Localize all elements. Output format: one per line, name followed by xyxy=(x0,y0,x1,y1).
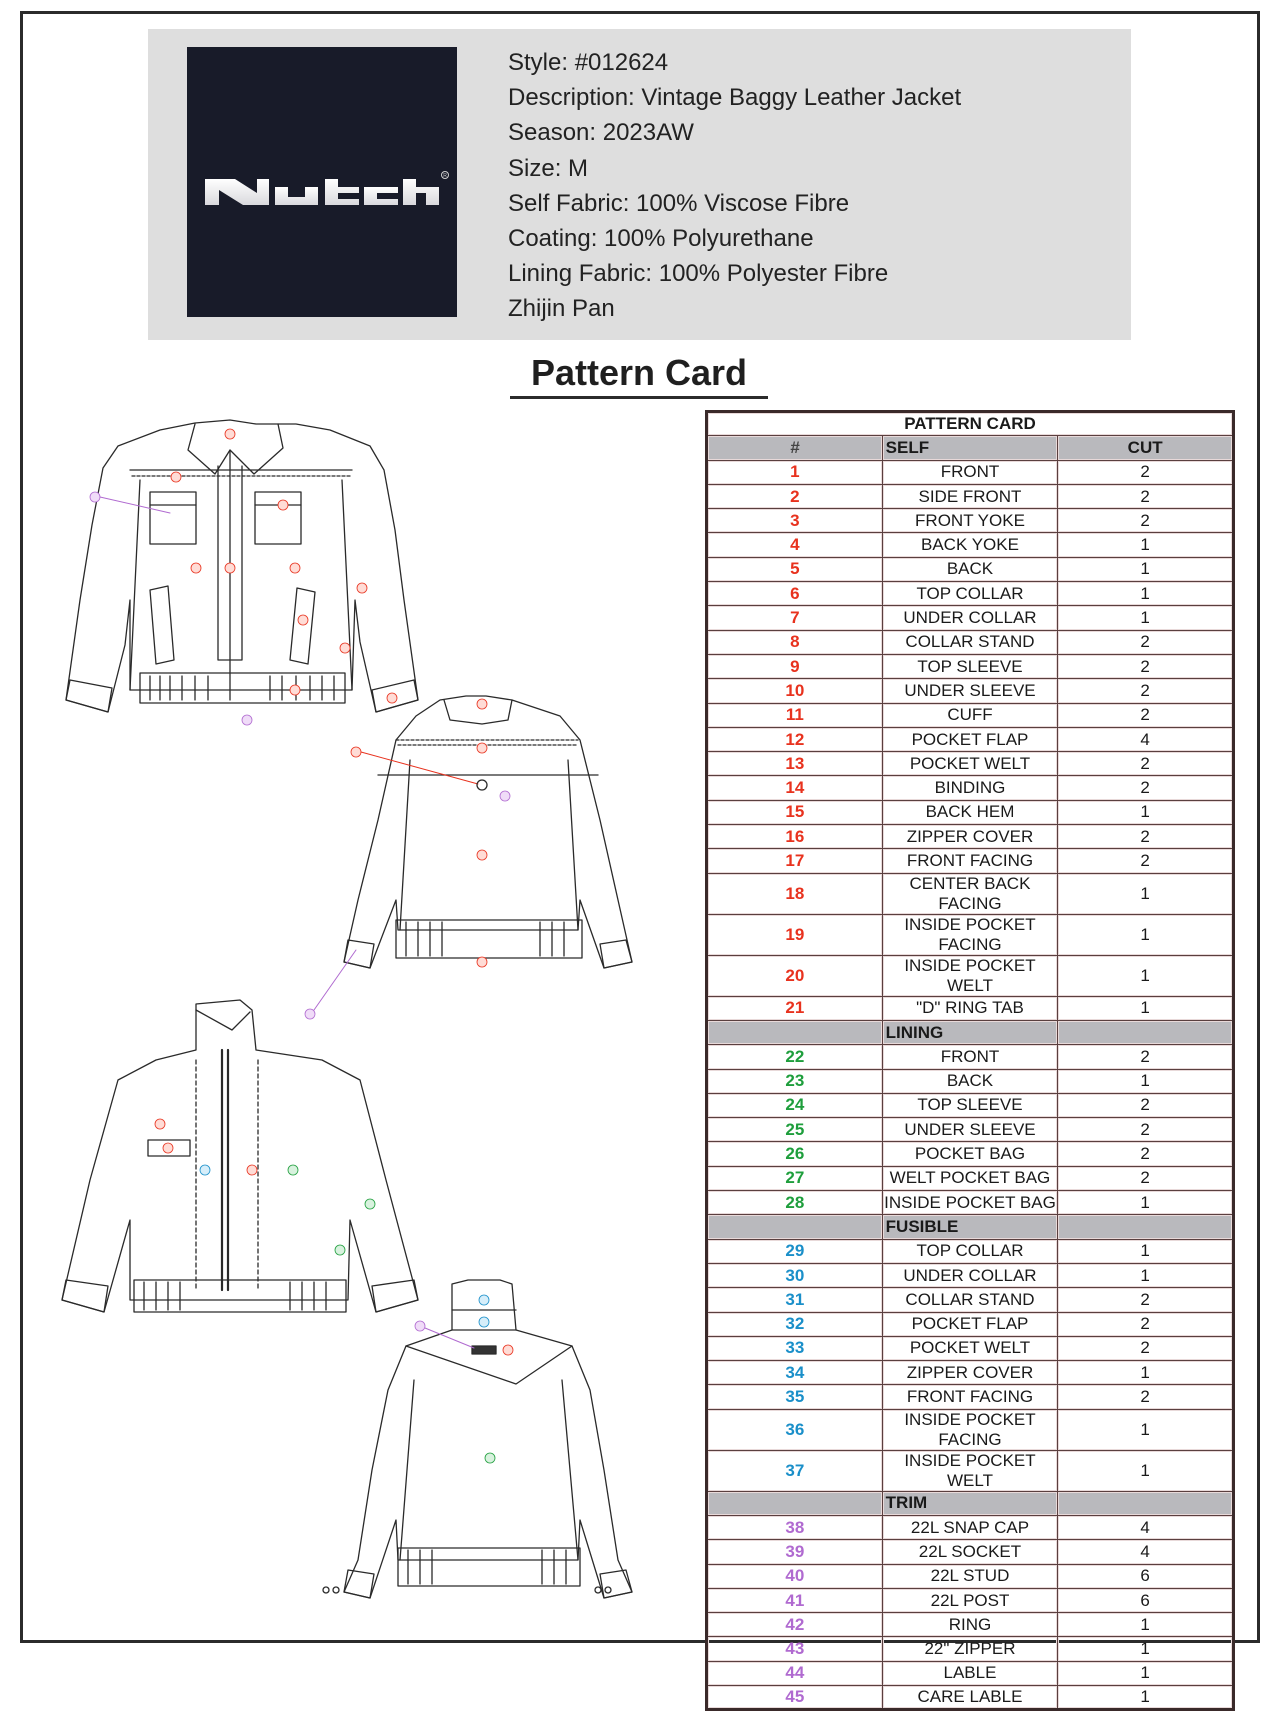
row-piece-name: COLLAR STAND xyxy=(882,630,1058,654)
row-cut-count: 1 xyxy=(1058,1637,1234,1661)
row-number: 22 xyxy=(707,1045,883,1069)
row-piece-name: FRONT YOKE xyxy=(882,509,1058,533)
table-row xyxy=(707,1409,1234,1450)
row-number: 26 xyxy=(707,1142,883,1166)
row-cut-count: 2 xyxy=(1058,679,1234,703)
row-cut-count: 2 xyxy=(1058,1288,1234,1312)
row-cut-count: 2 xyxy=(1058,654,1234,678)
table-row xyxy=(707,1613,1234,1637)
row-cut-count: 2 xyxy=(1058,849,1234,873)
row-cut-count: 2 xyxy=(1058,1093,1234,1117)
table-row xyxy=(707,1686,1234,1710)
table-row xyxy=(707,1564,1234,1588)
row-cut-count: 2 xyxy=(1058,630,1234,654)
row-piece-name: FRONT xyxy=(882,1045,1058,1069)
section-spacer xyxy=(1058,1020,1234,1044)
table-row xyxy=(707,849,1234,873)
row-number: 39 xyxy=(707,1540,883,1564)
row-cut-count: 1 xyxy=(1058,996,1234,1020)
row-piece-name: ZIPPER COVER xyxy=(882,1361,1058,1385)
row-cut-count: 1 xyxy=(1058,1409,1234,1450)
row-piece-name: 22L POST xyxy=(882,1588,1058,1612)
row-piece-name: POCKET FLAP xyxy=(882,1312,1058,1336)
row-piece-name: POCKET FLAP xyxy=(882,727,1058,751)
row-cut-count: 2 xyxy=(1058,1385,1234,1409)
table-row xyxy=(707,1540,1234,1564)
row-number: 18 xyxy=(707,873,883,914)
row-number: 2 xyxy=(707,484,883,508)
row-cut-count: 1 xyxy=(1058,1613,1234,1637)
table-row xyxy=(707,800,1234,824)
row-piece-name: BACK xyxy=(882,557,1058,581)
row-number: 5 xyxy=(707,557,883,581)
row-piece-name: ZIPPER COVER xyxy=(882,825,1058,849)
row-cut-count: 2 xyxy=(1058,1045,1234,1069)
table-row xyxy=(707,1118,1234,1142)
table-row xyxy=(707,1361,1234,1385)
row-piece-name: FRONT xyxy=(882,460,1058,484)
table-row xyxy=(707,1142,1234,1166)
section-label: FUSIBLE xyxy=(882,1215,1058,1239)
row-piece-name: "D" RING TAB xyxy=(882,996,1058,1020)
row-number: 38 xyxy=(707,1515,883,1539)
row-piece-name: COLLAR STAND xyxy=(882,1288,1058,1312)
row-cut-count: 2 xyxy=(1058,509,1234,533)
row-number: 28 xyxy=(707,1191,883,1215)
table-row xyxy=(707,825,1234,849)
section-label: SELF xyxy=(882,436,1058,460)
row-number: 34 xyxy=(707,1361,883,1385)
section-header-row xyxy=(707,436,1234,460)
table-row xyxy=(707,509,1234,533)
row-number: 24 xyxy=(707,1093,883,1117)
col-header-num: # xyxy=(707,436,883,460)
row-number: 43 xyxy=(707,1637,883,1661)
row-cut-count: 1 xyxy=(1058,1263,1234,1287)
row-piece-name: TOP COLLAR xyxy=(882,1239,1058,1263)
row-piece-name: WELT POCKET BAG xyxy=(882,1166,1058,1190)
table-row xyxy=(707,582,1234,606)
pattern-card-table xyxy=(705,410,1235,1711)
row-piece-name: CUFF xyxy=(882,703,1058,727)
row-number: 14 xyxy=(707,776,883,800)
row-number: 40 xyxy=(707,1564,883,1588)
row-cut-count: 1 xyxy=(1058,1661,1234,1685)
row-cut-count: 2 xyxy=(1058,1118,1234,1142)
row-cut-count: 1 xyxy=(1058,873,1234,914)
row-number: 3 xyxy=(707,509,883,533)
row-piece-name: 22L SOCKET xyxy=(882,1540,1058,1564)
row-cut-count: 1 xyxy=(1058,914,1234,955)
table-row xyxy=(707,752,1234,776)
row-cut-count: 1 xyxy=(1058,1069,1234,1093)
row-piece-name: UNDER COLLAR xyxy=(882,1263,1058,1287)
row-number: 11 xyxy=(707,703,883,727)
row-piece-name: POCKET BAG xyxy=(882,1142,1058,1166)
row-piece-name: FRONT FACING xyxy=(882,1385,1058,1409)
row-piece-name: 22" ZIPPER xyxy=(882,1637,1058,1661)
row-number: 8 xyxy=(707,630,883,654)
sketch-front-lining xyxy=(62,1000,418,1312)
row-number: 10 xyxy=(707,679,883,703)
row-number: 17 xyxy=(707,849,883,873)
row-number: 12 xyxy=(707,727,883,751)
row-number: 31 xyxy=(707,1288,883,1312)
table-row xyxy=(707,1069,1234,1093)
row-piece-name: INSIDE POCKET FACING xyxy=(882,914,1058,955)
row-piece-name: INSIDE POCKET WELT xyxy=(882,955,1058,996)
table-row xyxy=(707,1045,1234,1069)
row-piece-name: UNDER SLEEVE xyxy=(882,1118,1058,1142)
row-number: 41 xyxy=(707,1588,883,1612)
row-number: 25 xyxy=(707,1118,883,1142)
row-piece-name: UNDER COLLAR xyxy=(882,606,1058,630)
table-row xyxy=(707,1450,1234,1491)
row-number: 33 xyxy=(707,1336,883,1360)
table-row xyxy=(707,1239,1234,1263)
coating: Coating: 100% Polyurethane xyxy=(508,225,814,253)
section-header-row xyxy=(707,1491,1234,1515)
table-row xyxy=(707,1093,1234,1117)
table-row xyxy=(707,1385,1234,1409)
col-header-cut: CUT xyxy=(1058,436,1234,460)
size: Size: M xyxy=(508,154,589,182)
row-cut-count: 2 xyxy=(1058,1142,1234,1166)
row-cut-count: 2 xyxy=(1058,776,1234,800)
section-spacer xyxy=(707,1491,883,1515)
table-row xyxy=(707,606,1234,630)
table-row xyxy=(707,1661,1234,1685)
table-row xyxy=(707,1515,1234,1539)
row-cut-count: 2 xyxy=(1058,752,1234,776)
self-fabric: Self Fabric: 100% Viscose Fibre xyxy=(508,189,850,217)
row-number: 42 xyxy=(707,1613,883,1637)
row-piece-name: LABLE xyxy=(882,1661,1058,1685)
sketch-back-exterior xyxy=(305,696,632,1019)
row-piece-name: INSIDE POCKET FACING xyxy=(882,1409,1058,1450)
row-number: 13 xyxy=(707,752,883,776)
table-row xyxy=(707,776,1234,800)
row-piece-name: TOP SLEEVE xyxy=(882,654,1058,678)
row-cut-count: 1 xyxy=(1058,533,1234,557)
row-number: 37 xyxy=(707,1450,883,1491)
row-piece-name: TOP COLLAR xyxy=(882,582,1058,606)
description: Description: Vintage Baggy Leather Jacket xyxy=(508,84,962,112)
row-number: 30 xyxy=(707,1263,883,1287)
row-cut-count: 2 xyxy=(1058,1166,1234,1190)
row-piece-name: FRONT FACING xyxy=(882,849,1058,873)
row-piece-name: INSIDE POCKET BAG xyxy=(882,1191,1058,1215)
table-row xyxy=(707,996,1234,1020)
section-spacer xyxy=(707,1020,883,1044)
row-piece-name: BINDING xyxy=(882,776,1058,800)
table-row xyxy=(707,727,1234,751)
row-piece-name: UNDER SLEEVE xyxy=(882,679,1058,703)
table-row xyxy=(707,1288,1234,1312)
row-cut-count: 2 xyxy=(1058,484,1234,508)
row-piece-name: POCKET WELT xyxy=(882,1336,1058,1360)
table-row xyxy=(707,557,1234,581)
row-number: 7 xyxy=(707,606,883,630)
row-cut-count: 2 xyxy=(1058,1312,1234,1336)
table-title: PATTERN CARD xyxy=(707,412,1234,436)
style-number: Style: #012624 xyxy=(508,49,669,76)
row-piece-name: POCKET WELT xyxy=(882,752,1058,776)
row-number: 27 xyxy=(707,1166,883,1190)
row-number: 9 xyxy=(707,654,883,678)
row-cut-count: 6 xyxy=(1058,1564,1234,1588)
section-header-row xyxy=(707,1215,1234,1239)
table-row xyxy=(707,955,1234,996)
row-number: 45 xyxy=(707,1686,883,1710)
row-cut-count: 2 xyxy=(1058,460,1234,484)
table-row xyxy=(707,914,1234,955)
row-cut-count: 4 xyxy=(1058,727,1234,751)
svg-text:R: R xyxy=(443,173,447,179)
row-cut-count: 1 xyxy=(1058,1361,1234,1385)
row-cut-count: 1 xyxy=(1058,800,1234,824)
row-cut-count: 2 xyxy=(1058,703,1234,727)
section-spacer xyxy=(1058,1215,1234,1239)
lining-fabric: Lining Fabric: 100% Polyester Fibre xyxy=(508,260,889,288)
row-cut-count: 4 xyxy=(1058,1515,1234,1539)
row-cut-count: 2 xyxy=(1058,825,1234,849)
row-cut-count: 1 xyxy=(1058,557,1234,581)
row-piece-name: TOP SLEEVE xyxy=(882,1093,1058,1117)
row-number: 29 xyxy=(707,1239,883,1263)
row-cut-count: 1 xyxy=(1058,606,1234,630)
table-row xyxy=(707,630,1234,654)
row-cut-count: 1 xyxy=(1058,955,1234,996)
row-number: 35 xyxy=(707,1385,883,1409)
table-row xyxy=(707,1336,1234,1360)
table-row xyxy=(707,1263,1234,1287)
row-cut-count: 6 xyxy=(1058,1588,1234,1612)
row-number: 36 xyxy=(707,1409,883,1450)
row-piece-name: RING xyxy=(882,1613,1058,1637)
row-number: 15 xyxy=(707,800,883,824)
row-piece-name: BACK HEM xyxy=(882,800,1058,824)
sketch-front-exterior xyxy=(66,420,418,725)
row-number: 16 xyxy=(707,825,883,849)
table-row xyxy=(707,1191,1234,1215)
section-spacer xyxy=(707,1215,883,1239)
page-title: Pattern Card xyxy=(530,352,748,393)
table-row xyxy=(707,533,1234,557)
table-row xyxy=(707,1588,1234,1612)
pattern-card-body xyxy=(707,412,1234,1710)
row-piece-name: CENTER BACK FACING xyxy=(882,873,1058,914)
row-cut-count: 1 xyxy=(1058,1239,1234,1263)
row-number: 44 xyxy=(707,1661,883,1685)
row-number: 23 xyxy=(707,1069,883,1093)
row-piece-name: BACK YOKE xyxy=(882,533,1058,557)
row-piece-name: BACK xyxy=(882,1069,1058,1093)
row-number: 6 xyxy=(707,582,883,606)
designer-name: Zhijin Pan xyxy=(508,295,615,323)
row-cut-count: 2 xyxy=(1058,1336,1234,1360)
season: Season: 2023AW xyxy=(508,119,694,147)
table-row xyxy=(707,679,1234,703)
table-row xyxy=(707,484,1234,508)
row-number: 4 xyxy=(707,533,883,557)
row-cut-count: 4 xyxy=(1058,1540,1234,1564)
table-row xyxy=(707,1637,1234,1661)
table-row xyxy=(707,1312,1234,1336)
row-piece-name: CARE LABLE xyxy=(882,1686,1058,1710)
table-row xyxy=(707,873,1234,914)
row-number: 1 xyxy=(707,460,883,484)
row-number: 32 xyxy=(707,1312,883,1336)
table-row xyxy=(707,654,1234,678)
row-number: 19 xyxy=(707,914,883,955)
table-title-row xyxy=(707,412,1234,436)
row-piece-name: 22L SNAP CAP xyxy=(882,1515,1058,1539)
row-cut-count: 1 xyxy=(1058,1191,1234,1215)
section-header-row xyxy=(707,1020,1234,1044)
row-piece-name: SIDE FRONT xyxy=(882,484,1058,508)
row-number: 21 xyxy=(707,996,883,1020)
row-cut-count: 1 xyxy=(1058,1450,1234,1491)
table-row xyxy=(707,1166,1234,1190)
section-label: LINING xyxy=(882,1020,1058,1044)
section-spacer xyxy=(1058,1491,1234,1515)
row-cut-count: 1 xyxy=(1058,582,1234,606)
row-piece-name: 22L STUD xyxy=(882,1564,1058,1588)
section-label: TRIM xyxy=(882,1491,1058,1515)
table-row xyxy=(707,703,1234,727)
row-number: 20 xyxy=(707,955,883,996)
sketch-back-lining xyxy=(323,1280,632,1598)
row-cut-count: 1 xyxy=(1058,1686,1234,1710)
row-piece-name: INSIDE POCKET WELT xyxy=(882,1450,1058,1491)
table-row xyxy=(707,460,1234,484)
